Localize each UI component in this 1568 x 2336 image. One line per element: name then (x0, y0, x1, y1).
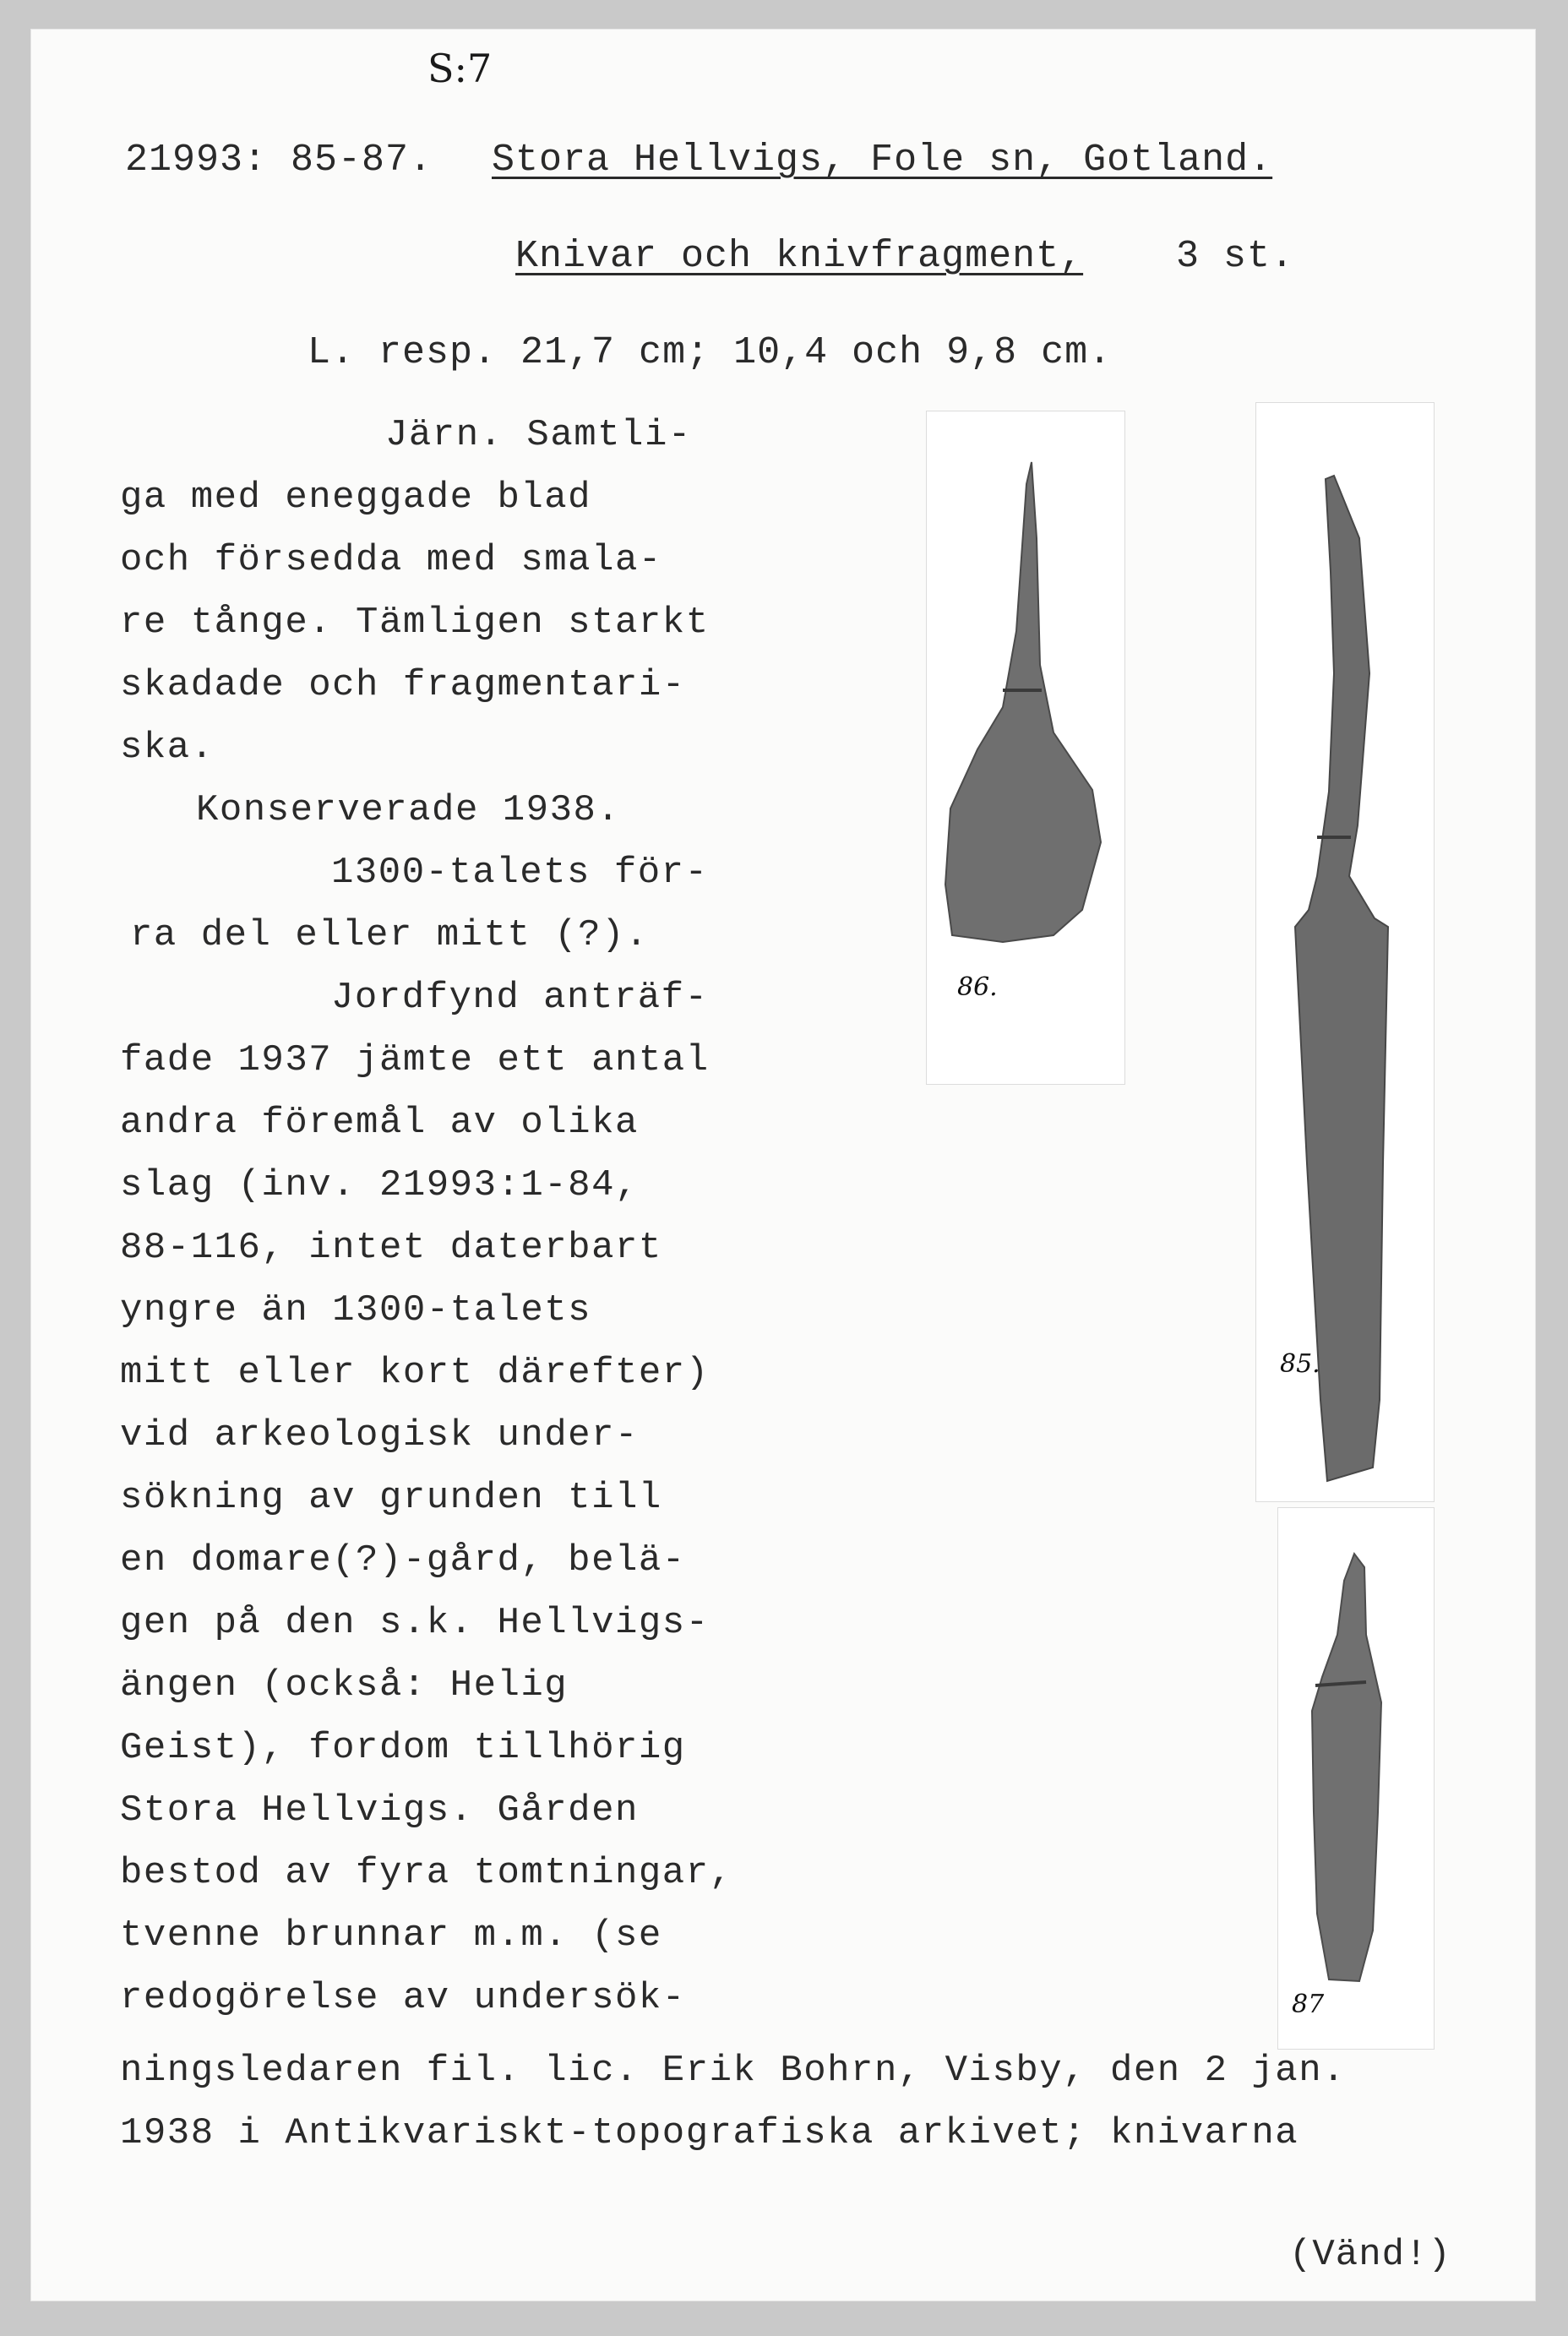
description-line: Jordfynd anträf- (331, 977, 709, 1019)
description-line: 88-116, intet daterbart (120, 1227, 662, 1269)
description-line: redogörelse av undersök- (120, 1977, 686, 2019)
knife-87-image (1278, 1508, 1434, 2049)
description-line: ängen (också: Helig (120, 1664, 569, 1707)
catalog-card (30, 29, 1536, 2301)
description-line: ga med eneggade blad (120, 476, 592, 519)
description-line: mitt eller kort därefter) (120, 1352, 710, 1394)
inventory-number: 21993: 85-87. (125, 139, 433, 182)
description-line: Stora Hellvigs. Gården (120, 1789, 639, 1832)
label-87: 87 (1292, 1990, 1325, 2019)
object-count: 3 st. (1176, 235, 1295, 278)
photo-knife-87 (1277, 1507, 1435, 2050)
description-line: ska. (120, 727, 215, 769)
description-line: andra föremål av olika (120, 1102, 639, 1144)
description-line: Konserverade 1938. (196, 789, 621, 831)
photo-knife-85 (1255, 402, 1435, 1502)
description-line: bestod av fyra tomtningar, (120, 1852, 733, 1894)
description-line: en domare(?)-gård, belä- (120, 1539, 686, 1582)
description-line: 1300-talets för- (331, 852, 709, 894)
description-line: sökning av grunden till (120, 1477, 662, 1519)
photo-knife-86 (926, 411, 1125, 1085)
description-line: vid arkeologisk under- (120, 1414, 639, 1457)
description-line: ningsledaren fil. lic. Erik Bohrn, Visby, den 2 jan. (120, 2050, 1347, 2092)
object-title: Knivar och knivfragment, (515, 235, 1084, 278)
description-line: re tånge. Tämligen starkt (120, 602, 710, 644)
description-line: yngre än 1300-talets (120, 1289, 592, 1331)
corner-mark: S:7 (427, 46, 493, 91)
description-line: fade 1937 jämte ett antal (120, 1039, 710, 1081)
description-line: gen på den s.k. Hellvigs- (120, 1602, 710, 1644)
description-line: Geist), fordom tillhörig (120, 1727, 686, 1769)
description-line: och försedda med smala- (120, 539, 662, 581)
dimensions: L. resp. 21,7 cm; 10,4 och 9,8 cm. (308, 331, 1113, 374)
turn-note: (Vänd!) (1289, 2234, 1451, 2276)
description-line: ra del eller mitt (?). (130, 914, 649, 956)
knife-85-image (1256, 403, 1434, 1501)
description-line: Järn. Samtli- (385, 414, 692, 456)
label-85: 85. (1280, 1349, 1320, 1379)
label-86: 86. (957, 972, 998, 1002)
description-line: tvenne brunnar m.m. (se (120, 1914, 662, 1957)
description-line: slag (inv. 21993:1-84, (120, 1164, 639, 1206)
description-line: 1938 i Antikvariskt-topografiska arkivet; knivarna (120, 2112, 1299, 2154)
description-line: skadade och fragmentari- (120, 664, 686, 706)
find-place: Stora Hellvigs, Fole sn, Gotland. (492, 139, 1273, 182)
